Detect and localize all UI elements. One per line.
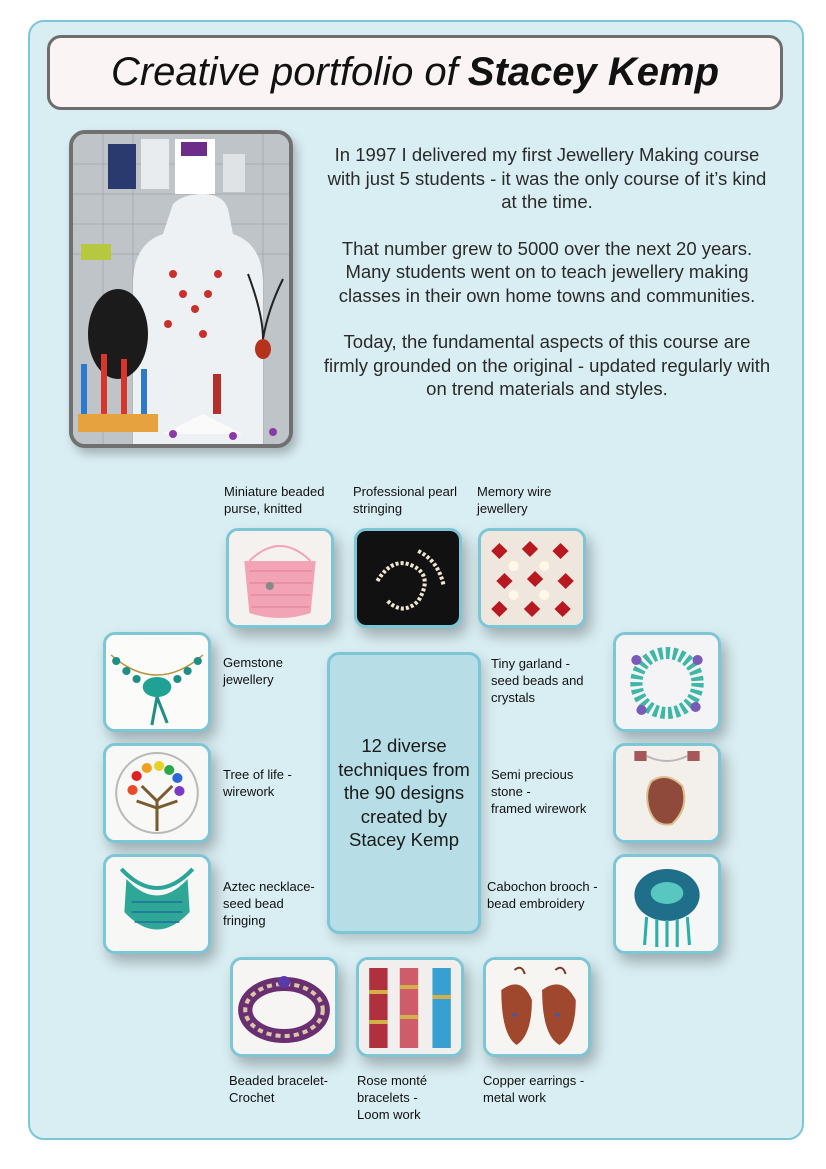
technique-label: Memory wire jewellery [477, 484, 552, 516]
page-title [47, 35, 783, 110]
technique-label: Professional pearl stringing [353, 484, 458, 516]
center-summary-text: 12 diverse techniques from the 90 designs created by Stacey Kemp [338, 735, 470, 851]
technique-label: Miniature beaded purse, knitted [224, 484, 325, 516]
gemstone-jewellery-photo [103, 632, 211, 732]
tiny-garland-photo [613, 632, 721, 732]
hero-photo-tools-display [69, 130, 293, 448]
technique-label: Gemstone jewellery [223, 655, 283, 687]
intro-paragraph: Today, the fundamental aspects of this course are firmly grounded on the original - updated regularly with on trend materials and styles. [323, 331, 771, 399]
technique-label: Beaded bracelet- Crochet [229, 1073, 329, 1105]
aztec-necklace-photo [103, 854, 211, 954]
technique-label: Rose monté bracelets - Loom work [357, 1073, 428, 1122]
title-name: Stacey Kemp [467, 50, 720, 94]
intro-text [322, 143, 772, 424]
pearl-stringing-photo [354, 528, 462, 628]
cabochon-brooch-photo [613, 854, 721, 954]
technique-label: Tiny garland - seed beads and crystals [491, 656, 584, 705]
beaded-purse-photo [226, 528, 334, 628]
crochet-bracelet-photo [230, 957, 338, 1057]
intro-paragraph: That number grew to 5000 over the next 20 years. Many students went on to teach jewellery making classes in their own home towns and communities. [338, 237, 756, 306]
technique-label: Semi precious stone - framed wirework [491, 767, 587, 816]
center-summary-box [327, 652, 481, 934]
memory-wire-photo [478, 528, 586, 628]
framed-stone-photo [613, 743, 721, 843]
title-prefix: Creative portfolio of [110, 50, 458, 94]
rose-monte-bracelets-photo [356, 957, 464, 1057]
technique-label: Cabochon brooch - bead embroidery [487, 879, 598, 911]
technique-label: Copper earrings - metal work [483, 1073, 585, 1105]
technique-label: Tree of life - wirework [223, 767, 292, 799]
technique-label: Aztec necklace- seed bead fringing [223, 879, 315, 928]
intro-paragraph: In 1997 I delivered my first Jewellery Making course with just 5 students - it was the only course of it’s kind at the time. [327, 144, 767, 212]
tree-of-life-photo [103, 743, 211, 843]
copper-earrings-photo [483, 957, 591, 1057]
